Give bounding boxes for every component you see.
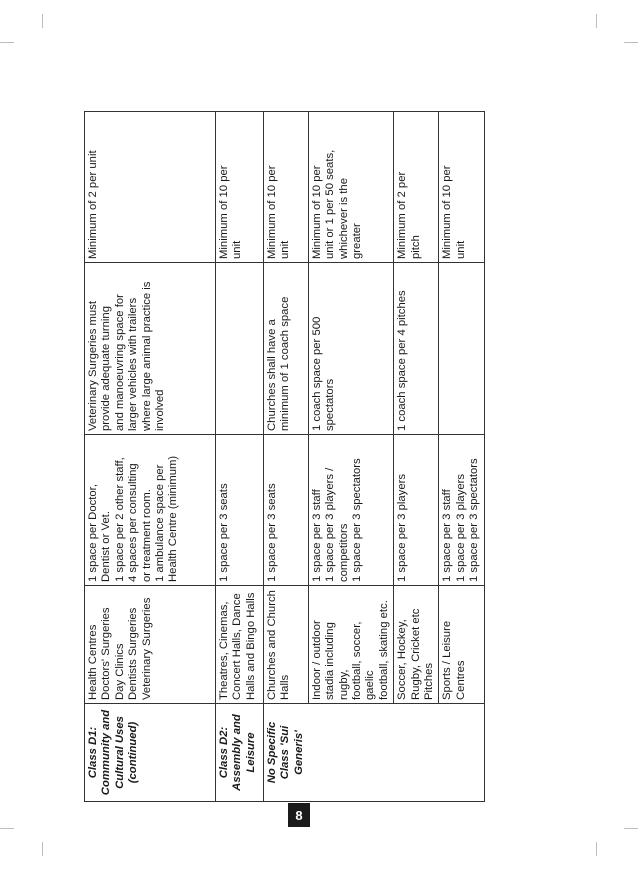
use-line: Halls and Bingo Halls (244, 592, 257, 700)
class-cell (308, 704, 393, 802)
cycle-line: Minimum of 10 per (266, 165, 278, 259)
parking-standard-cell (264, 435, 309, 586)
table-row (85, 112, 216, 802)
use-line: Sports / Leisure (441, 620, 454, 700)
standard-line: 1 space per 3 staff (441, 489, 454, 582)
standard-line: 1 space per 2 other staff, (113, 457, 126, 582)
coach-cell (308, 263, 393, 435)
coach-cell (216, 263, 264, 435)
standard-line: or treatment room. (140, 489, 153, 582)
standard-line: 1 space per 3 seats (218, 483, 230, 582)
coach-line: spectators (324, 378, 337, 431)
standard-line: 1 space per 3 players (454, 473, 467, 582)
coach-cell (264, 263, 309, 435)
cycle-line: unit (454, 240, 467, 259)
coach-line: 1 coach space per 4 pitches (396, 290, 409, 431)
standard-line: 1 space per 3 players / (324, 467, 337, 582)
standard-line: Dentist or Vet. (100, 511, 113, 582)
standard-line: 1 space per 3 staff (310, 489, 323, 582)
use-line: Rugby, Cricket etc (409, 608, 422, 700)
cycle-line: Minimum of 10 per (218, 165, 230, 259)
use-line: Churches and Church (266, 590, 278, 700)
standard-line: 1 space per 3 spectators (468, 458, 481, 582)
crop-mark (42, 842, 43, 856)
use-line: Day Clinics (113, 643, 126, 700)
coach-cell (439, 263, 484, 435)
cycle-line: unit (231, 240, 244, 259)
parking-standards-table (84, 111, 485, 802)
use-line: Theatres, Cinemas, (218, 601, 230, 700)
use-line: Soccer, Hockey, (396, 619, 409, 700)
crop-mark (0, 828, 14, 829)
standard-line: 1 space per 3 seats (266, 483, 278, 582)
cycle-line: pitch (409, 235, 422, 259)
standard-line: 4 spaces per consulting (127, 463, 140, 582)
use-line: Concert Halls, Dance (231, 593, 244, 700)
coach-line: Churches shall have a (266, 319, 278, 431)
use-line: Halls (279, 674, 292, 700)
standard-line: 1 space per 3 players (396, 473, 409, 582)
parking-standard-cell (439, 435, 484, 586)
table-row (394, 112, 439, 802)
parking-standard-cell (216, 435, 264, 586)
class-label: Class D2: Assembly and Leisure (218, 714, 257, 791)
cycle-cell (85, 112, 216, 263)
class-cell (439, 704, 484, 802)
use-line: Indoor / outdoor (310, 620, 323, 700)
coach-line: Veterinary Surgeries must (87, 301, 99, 431)
cycle-line: whichever is the (337, 178, 350, 259)
coach-line: provide adequate turning (100, 306, 113, 431)
cycle-line: greater (350, 223, 363, 259)
use-line: Dentists Surgeries (127, 607, 140, 700)
coach-line: larger vehicles with trailers (127, 297, 140, 431)
use-line: Health Centres (87, 624, 99, 700)
class-label: No Specific Class 'Sui Generis' (266, 721, 305, 784)
class-cell (264, 704, 309, 802)
table-row (439, 112, 484, 802)
coach-line: 1 coach space per 500 (310, 316, 323, 431)
cycle-cell (394, 112, 439, 263)
use-cell (394, 586, 439, 704)
coach-cell (394, 263, 439, 435)
cycle-cell (308, 112, 393, 263)
table-row (216, 112, 264, 802)
class-cell (216, 704, 264, 802)
crop-mark (0, 42, 14, 43)
parking-standard-cell (308, 435, 393, 586)
use-line: Pitches (422, 662, 435, 700)
coach-line: involved (154, 389, 167, 431)
coach-line: and manoeuvring space for (113, 294, 126, 431)
standard-line: 1 space per Doctor, (87, 484, 99, 582)
parking-standards-table-rotated (84, 112, 481, 802)
use-line: football, soccer, gaelic (350, 621, 377, 700)
use-cell (264, 586, 309, 704)
crop-mark (42, 14, 43, 28)
standard-line: competitors (337, 523, 350, 582)
cycle-line: Minimum of 2 per (396, 171, 409, 259)
cycle-line: Minimum of 2 per unit (87, 150, 99, 259)
use-line: football, skating etc. (377, 600, 390, 700)
crop-mark (624, 828, 638, 829)
use-line: stadia including rugby, (324, 622, 350, 700)
cycle-line: Minimum of 10 per (441, 165, 454, 259)
coach-cell (85, 263, 216, 435)
use-line: Veterinary Surgeries (140, 597, 153, 700)
crop-mark (596, 14, 597, 28)
coach-line: where large animal practice is (140, 281, 153, 431)
class-cell (85, 704, 216, 802)
cycle-cell (216, 112, 264, 263)
use-cell (308, 586, 393, 704)
table-row (264, 112, 309, 802)
crop-mark (596, 842, 597, 856)
use-cell (216, 586, 264, 704)
use-line: Centres (454, 660, 467, 700)
cycle-cell (439, 112, 484, 263)
use-cell (85, 586, 216, 704)
cycle-cell (264, 112, 309, 263)
class-label: Class D1: Community and Cultural Uses (continued) (87, 709, 140, 796)
cycle-line: Minimum of 10 per (310, 165, 323, 259)
crop-mark (624, 42, 638, 43)
standard-line: 1 space per 3 spectators (350, 458, 363, 582)
parking-standard-cell (85, 435, 216, 586)
standard-line: 1 ambulance space per (154, 464, 167, 582)
coach-line: minimum of 1 coach space (279, 296, 292, 431)
use-line: Doctors' Surgeries (100, 607, 113, 700)
standard-line: Health Centre (minimum) (167, 455, 180, 582)
page-number: 8 (288, 803, 310, 827)
class-cell (394, 704, 439, 802)
parking-standard-cell (394, 435, 439, 586)
cycle-line: unit or 1 per 50 seats, (324, 149, 337, 259)
table-row (308, 112, 393, 802)
use-cell (439, 586, 484, 704)
cycle-line: unit (279, 240, 292, 259)
rotated-table-container (84, 112, 481, 802)
